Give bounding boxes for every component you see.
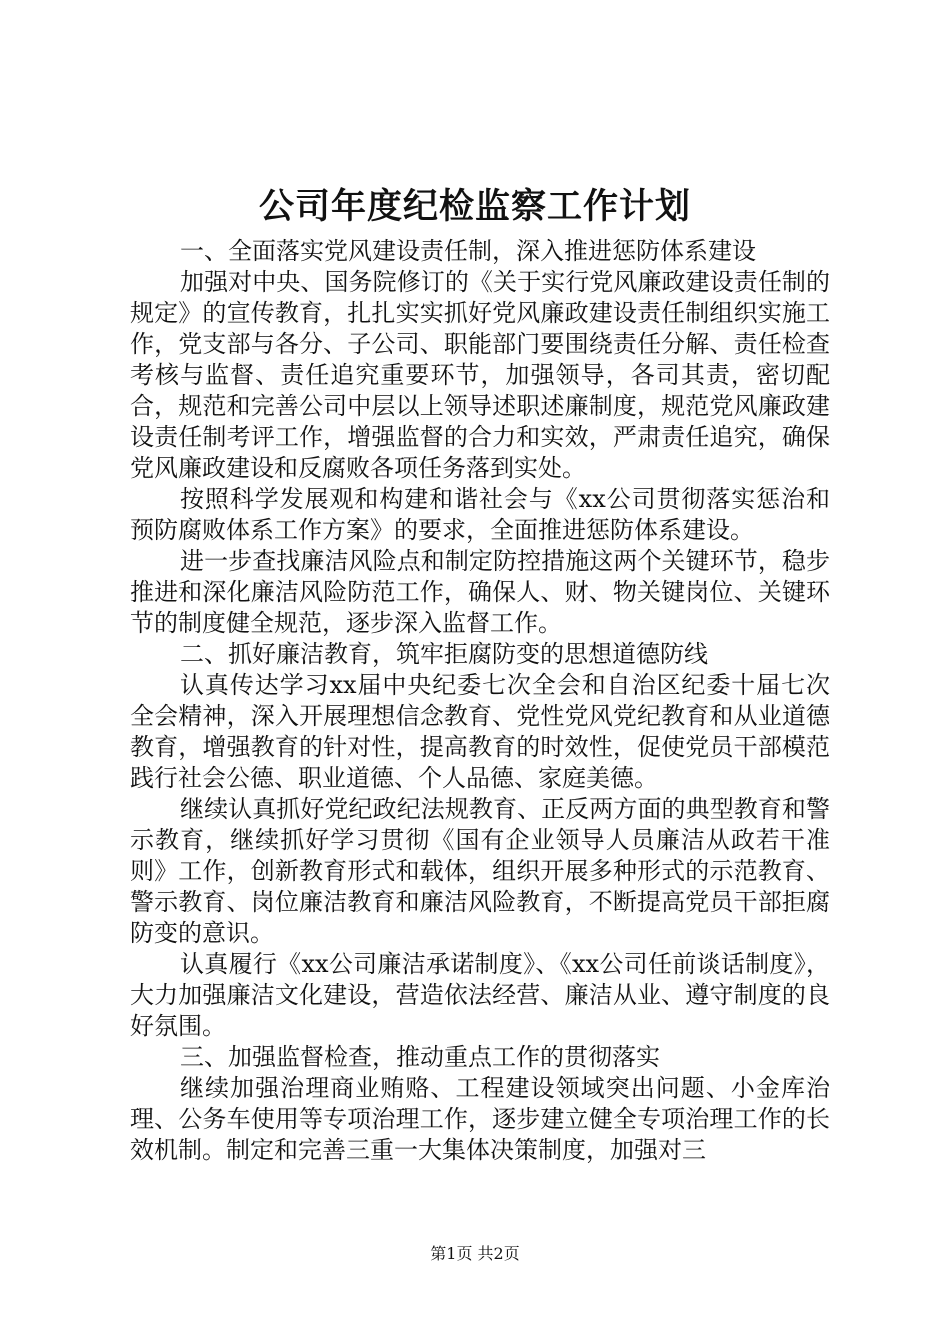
document-body bbox=[130, 236, 830, 1166]
section-heading-2: 二、抓好廉洁教育，筑牢拒腐防变的思想道德防线 bbox=[180, 640, 708, 668]
page-footer: 第1页 共2页 bbox=[430, 1244, 520, 1263]
paragraph: 进一步查找廉洁风险点和制定防控措施这两个关键环节，稳步推进和深化廉洁风险防范工作，确保人、财、物关键岗位、关键环节的制度健全规范，逐步深入监督工作。 bbox=[130, 547, 830, 637]
paragraph: 认真传达学习xx届中央纪委七次全会和自治区纪委十届七次全会精神，深入开展理想信念教育、党性党风党纪教育和从业道德教育，增强教育的针对性，提高教育的时效性，促使党员干部模范践行社会公德、职业道德、个人品德、家庭美德。 bbox=[130, 671, 830, 792]
document-title: 公司年度纪检监察工作计划 bbox=[258, 186, 691, 227]
paragraph: 认真履行《xx公司廉洁承诺制度》、《xx公司任前谈话制度》，大力加强廉洁文化建设，营造依法经营、廉洁从业、遵守制度的良好氛围。 bbox=[130, 950, 830, 1040]
paragraph: 按照科学发展观和构建和谐社会与《xx公司贯彻落实惩治和预防腐败体系工作方案》的要求，全面推进惩防体系建设。 bbox=[130, 485, 830, 544]
paragraph: 加强对中央、国务院修订的《关于实行党风廉政建设责任制的规定》的宣传教育，扎扎实实抓好党风廉政建设责任制组织实施工作，党支部与各分、子公司、职能部门要围绕责任分解、责任检查考核与监督、责任追究重要环节，加强领导，各司其责，密切配合，规范和完善公司中层以上领导述职述廉制度，规范党风廉政建设责任制考评工作，增强监督的合力和实效，严肃责任追究，确保党风廉政建设和反腐败各项任务落到实处。 bbox=[130, 268, 830, 482]
paragraph: 继续认真抓好党纪政纪法规教育、正反两方面的典型教育和警示教育，继续抓好学习贯彻《国有企业领导人员廉洁从政若干准则》工作，创新教育形式和载体，组织开展多种形式的示范教育、警示教育、岗位廉洁教育和廉洁风险教育，不断提高党员干部拒腐防变的意识。 bbox=[130, 795, 830, 947]
section-heading-3: 三、加强监督检查，推动重点工作的贯彻落实 bbox=[180, 1043, 660, 1071]
section-heading-1: 一、全面落实党风建设责任制，深入推进惩防体系建设 bbox=[180, 237, 756, 265]
paragraph: 继续加强治理商业贿赂、工程建设领域突出问题、小金库治理、公务车使用等专项治理工作，逐步建立健全专项治理工作的长效机制。制定和完善三重一大集体决策制度，加强对三 bbox=[130, 1074, 830, 1164]
